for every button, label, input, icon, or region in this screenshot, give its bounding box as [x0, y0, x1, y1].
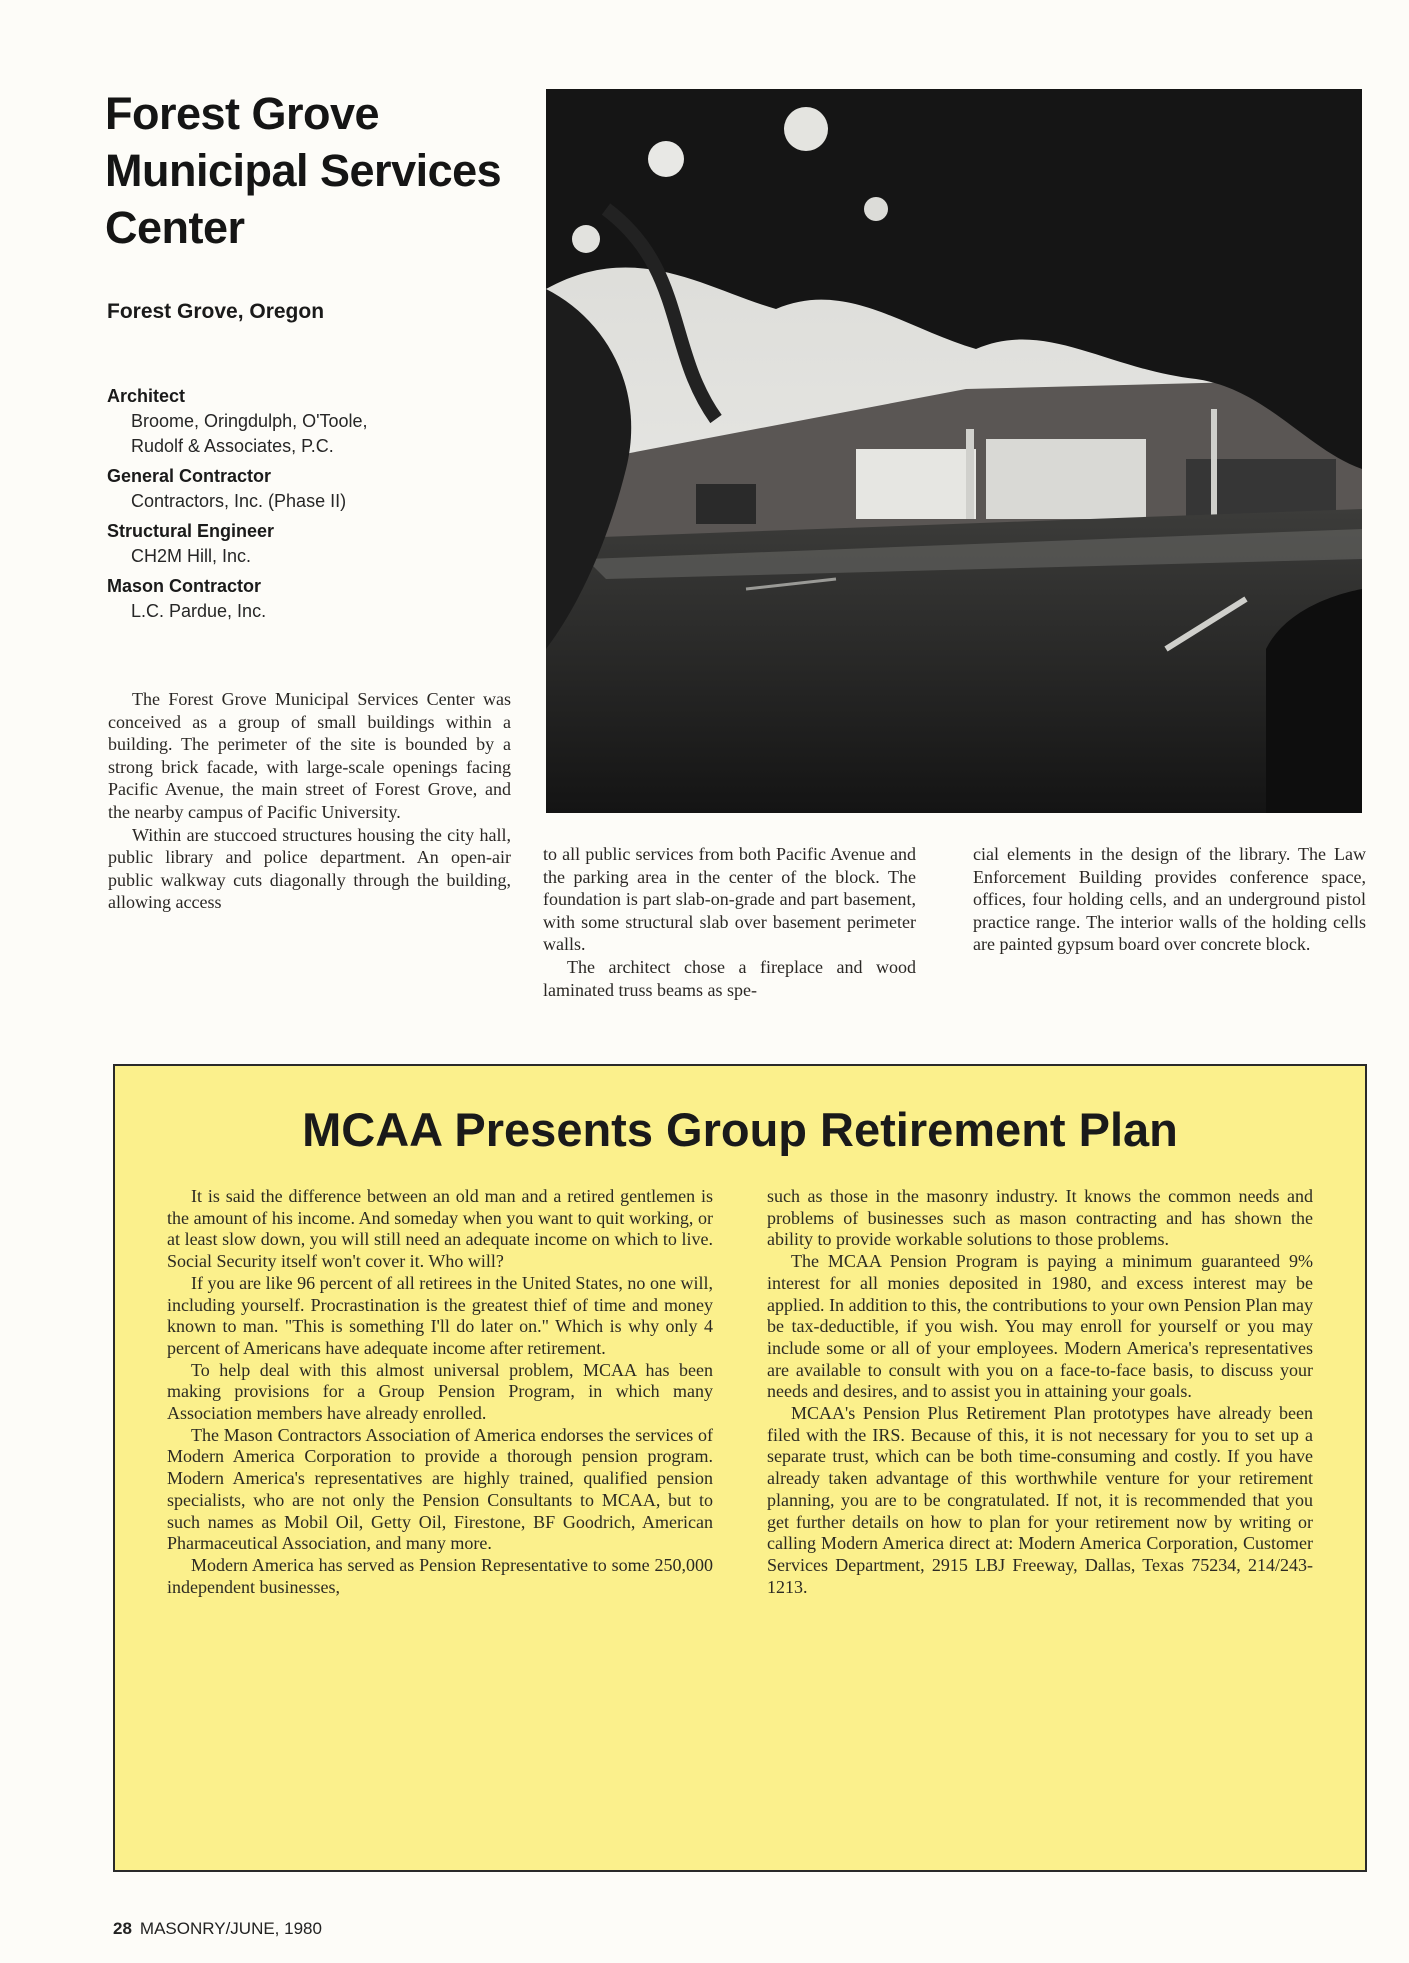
credit-name: Contractors, Inc. (Phase II): [131, 491, 347, 511]
sidebar-column-1: [167, 1186, 713, 1598]
credit-role: Architect: [107, 386, 186, 406]
credit-name: Broome, Oringdulph, O'Toole,: [131, 411, 368, 431]
article-title-line: Center: [105, 202, 245, 253]
paragraph: such as those in the masonry industry. It knows the common needs and problems of businesses such as mason contracting and has shown the ability to provide workable solutions to those problems.: [767, 1186, 1313, 1250]
article-title-line: Forest Grove: [105, 88, 380, 139]
credit-general-contractor: [107, 464, 527, 514]
publication-info: MASONRY/JUNE, 1980: [139, 1919, 322, 1938]
article-column-1: [108, 688, 511, 914]
credit-mason-contractor: [107, 574, 527, 624]
credit-architect: [107, 384, 527, 459]
page-footer: [113, 1919, 322, 1939]
article-location: Forest Grove, Oregon: [107, 300, 325, 323]
paragraph: It is said the difference between an old man and a retired gentlemen is the amount of his income. And someday when you want to quit working, or at least slow down, you will still need an adequate income on which to live. Social Security itself won't cover it. Who will?: [167, 1186, 713, 1272]
article-title-line: Municipal Services: [105, 145, 502, 196]
paragraph: To help deal with this almost universal problem, MCAA has been making provisions for a Group Pension Program, in which many Association members have already enrolled.: [167, 1359, 713, 1424]
paragraph: Within are stuccoed structures housing the city hall, public library and police department. An open-air public walkway cuts diagonally through the building, allowing access: [108, 824, 511, 913]
paragraph: The architect chose a fireplace and wood laminated truss beams as spe-: [543, 956, 916, 1000]
sidebar-title: MCAA Presents Group Retirement Plan: [302, 1103, 1178, 1156]
paragraph: Modern America has served as Pension Representative to some 250,000 independent businesses,: [167, 1554, 713, 1597]
project-credits: [107, 384, 527, 629]
building-photo-illustration: [546, 89, 1362, 813]
article-column-3: [973, 843, 1366, 956]
page-number: 28: [113, 1919, 132, 1938]
article-column-2: [543, 843, 916, 1001]
credit-structural-engineer: [107, 519, 527, 569]
article-title: [105, 85, 535, 256]
paragraph: to all public services from both Pacific Avenue and the parking area in the center of the block. The foundation is part slab-on-grade and part basement, with some structural slab over basement perimeter walls.: [543, 844, 916, 955]
paragraph: MCAA's Pension Plus Retirement Plan prototypes have already been filed with the IRS. Because of this, it is not necessary for you to set up a separate trust, which can be both time-consuming and costly. If you have already taken advantage of this worthwhile venture for your retirement planning, you are to be congratulated. If not, it is recommended that you get further details on how to plan for your retirement now by writing or calling Modern America direct at: Modern America Corporation, Customer Services Department, 2915 LBJ Freeway, Dallas, Texas 75234, 214/243-1213.: [767, 1403, 1313, 1597]
credit-role: Structural Engineer: [107, 521, 275, 541]
credit-role: Mason Contractor: [107, 576, 262, 596]
credit-name: Rudolf & Associates, P.C.: [131, 436, 334, 456]
paragraph: If you are like 96 percent of all retirees in the United States, no one will, including yourself. Procrastination is the greatest thief of time and money known to man. "This is something I'll do later on." Which is why only 4 percent of Americans have adequate income after retirement.: [167, 1272, 713, 1358]
paragraph: The MCAA Pension Program is paying a minimum guaranteed 9% interest for all monies deposited in 1980, and excess interest may be applied. In addition to this, the contributions to your own Pension Plan may be tax-deductible, if you wish. You may enroll for yourself or you may include some or all of your employees. Modern America's representatives are available to consult with you on a face-to-face basis, to discuss your needs and desires, and to assist you in attaining your goals.: [767, 1251, 1313, 1402]
credit-role: General Contractor: [107, 466, 272, 486]
credit-name: CH2M Hill, Inc.: [131, 546, 252, 566]
paragraph: The Mason Contractors Association of America endorses the services of Modern America Corporation to provide a thorough pension program. Modern America's representatives are highly trained, qualified pension specialists, who are not only the Pension Consultants to MCAA, but to such names as Mobil Oil, Getty Oil, Firestone, BF Goodrich, American Pharmaceutical Association, and many more.: [167, 1424, 713, 1554]
retirement-plan-sidebar: [113, 1064, 1367, 1872]
paragraph: cial elements in the design of the library. The Law Enforcement Building provides conference space, offices, four holding cells, and an underground pistol practice range. The interior walls of the holding cells are painted gypsum board over concrete block.: [973, 844, 1366, 955]
credit-name: L.C. Pardue, Inc.: [131, 601, 267, 621]
building-photo: [546, 89, 1362, 813]
paragraph: The Forest Grove Municipal Services Center was conceived as a group of small buildings within a building. The perimeter of the site is bounded by a strong brick facade, with large-scale openings facing Pacific Avenue, the main street of Forest Grove, and the nearby campus of Pacific University.: [108, 689, 511, 822]
sidebar-column-2: [767, 1186, 1313, 1598]
